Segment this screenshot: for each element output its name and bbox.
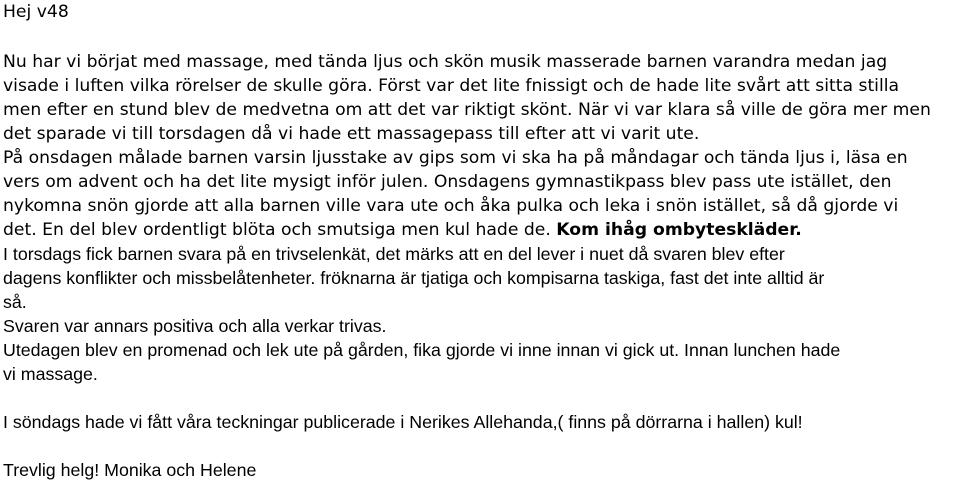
text-line: I torsdags fick barnen svara på en trivselenkät, det märks att en del lever i nuet då svaren blev efter — [3, 244, 785, 264]
text-line: vers om advent och ha det lite mysigt inför julen. Onsdagens gymnastikpass blev pass ute istället, den — [3, 172, 892, 192]
text-line: så. — [3, 292, 27, 312]
text-line: Svaren var annars positiva och alla verkar trivas. — [3, 316, 387, 336]
page-title: Hej v48 — [3, 2, 69, 22]
text-line: vi massage. — [3, 364, 98, 384]
text-line: Utedagen blev en promenad och lek ute på gården, fika gjorde vi inne innan vi gick ut. Innan lunchen hade — [3, 340, 841, 360]
text-segment: det. En del blev ordentligt blöta och smutsiga men kul hade de. — [3, 220, 557, 240]
text-line — [3, 218, 802, 242]
text-line: På onsdagen målade barnen varsin ljusstake av gips som vi ska ha på måndagar och tända ljus i, läsa en — [3, 148, 908, 168]
text-line: visade i luften vilka rörelser de skulle göra. Först var det lite fnissigt och de hade lite svårt att sitta stilla — [3, 76, 900, 96]
text-line: det sparade vi till torsdagen då vi hade ett massagepass till efter att vi varit ute. — [3, 124, 700, 144]
text-line: nykomna snön gjorde att alla barnen ville vara ute och åka pulka och leka i snön istället, så då gjorde vi — [3, 196, 899, 216]
text-line: Nu har vi börjat med massage, med tända ljus och skön musik masserade barnen varandra medan jag — [3, 52, 888, 72]
reminder-text: Kom ihåg ombyteskläder. — [556, 220, 802, 240]
paragraph-sondags: I söndags hade vi fått våra teckningar publicerade i Nerikes Allehanda,( finns på dörrarna i hallen) kul! — [3, 412, 803, 432]
text-line: dagens konflikter och missbelåtenheter. fröknarna är tjatiga och kompisarna taskiga, fast det inte alltid är — [3, 268, 825, 288]
sign-off: Trevlig helg! Monika och Helene — [3, 460, 257, 480]
text-line: men efter en stund blev de medvetna om att det var riktigt skönt. När vi var klara så ville de göra mer men — [3, 100, 931, 120]
